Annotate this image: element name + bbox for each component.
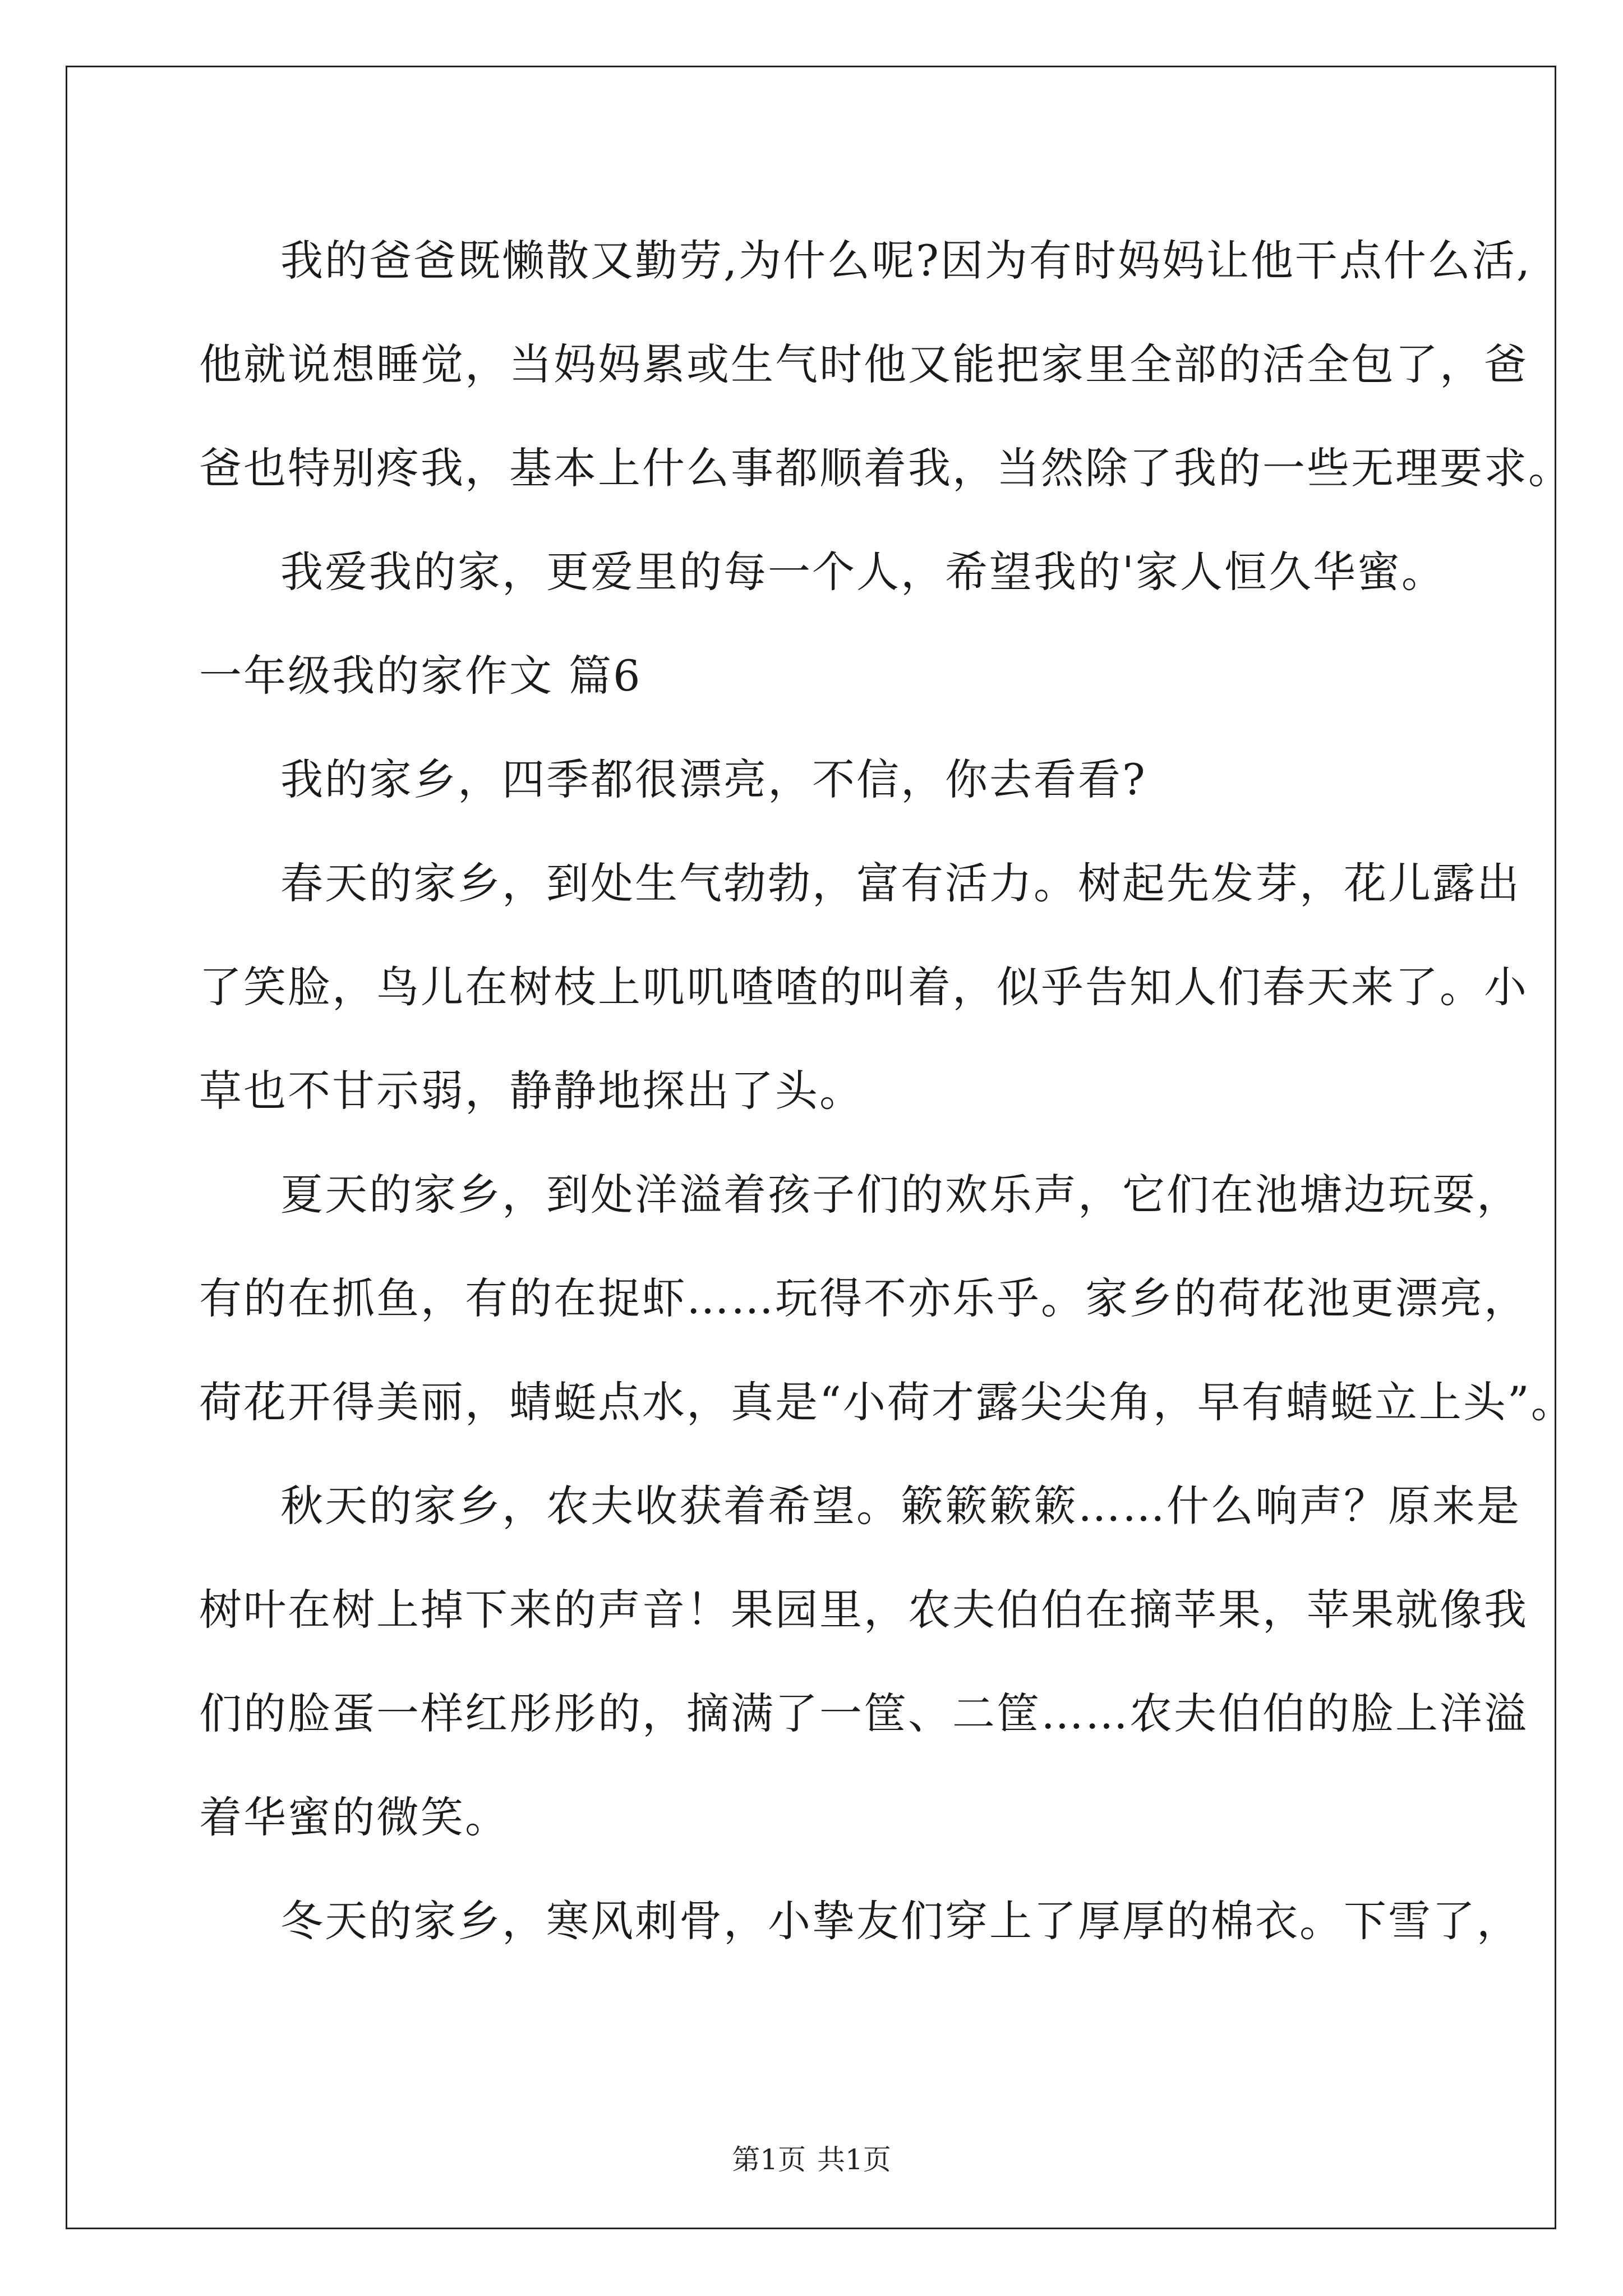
text-line: 我爱我的家，更爱里的每一个人，希望我的'家人恒久华蜜。 (280, 547, 1446, 597)
text-line: 荷花开得美丽，蜻蜓点水，真是“小荷才露尖尖角，早有蜻蜓立上头”。 (199, 1377, 1575, 1427)
text-line: 爸也特别疼我，基本上什么事都顺着我，当然除了我的一些无理要求。 (199, 443, 1573, 493)
text-line: 着华蜜的微笑。 (199, 1792, 509, 1842)
text-line: 他就说想睡觉，当妈妈累或生气时他又能把家里全部的活全包了，爸 (199, 339, 1528, 389)
text-line: 有的在抓鱼，有的在捉虾……玩得不亦乐乎。家乡的荷花池更漂亮， (199, 1273, 1528, 1323)
text-line: 树叶在树上掉下来的声音！果园里，农夫伯伯在摘苹果，苹果就像我 (199, 1585, 1528, 1635)
text-line: 了笑脸，鸟儿在树枝上叽叽喳喳的叫着，似乎告知人们春天来了。小 (199, 962, 1528, 1012)
text-line: 春天的家乡，到处生气勃勃，富有活力。树起先发芽，花儿露出 (280, 858, 1521, 908)
text-line: 冬天的家乡，寒风刺骨，小挚友们穿上了厚厚的棉衣。下雪了， (280, 1896, 1521, 1946)
text-line: 们的脸蛋一样红彤彤的，摘满了一筐、二筐……农夫伯伯的脸上洋溢 (199, 1688, 1528, 1738)
text-line: 秋天的家乡，农夫收获着希望。簌簌簌簌……什么响声？原来是 (280, 1481, 1521, 1531)
text-line: 我的爸爸既懒散又勤劳,为什么呢?因为有时妈妈让他干点什么活, (280, 236, 1532, 286)
text-line: 夏天的家乡，到处洋溢着孩子们的欢乐声，它们在池塘边玩耍， (280, 1170, 1521, 1220)
page-footer: 第1页 共1页 (732, 2143, 891, 2176)
text-line: 我的家乡，四季都很漂亮，不信，你去看看? (280, 754, 1147, 804)
text-line: 草也不甘示弱，静静地探出了头。 (199, 1066, 864, 1116)
section-heading: 一年级我的家作文 篇6 (199, 651, 642, 701)
